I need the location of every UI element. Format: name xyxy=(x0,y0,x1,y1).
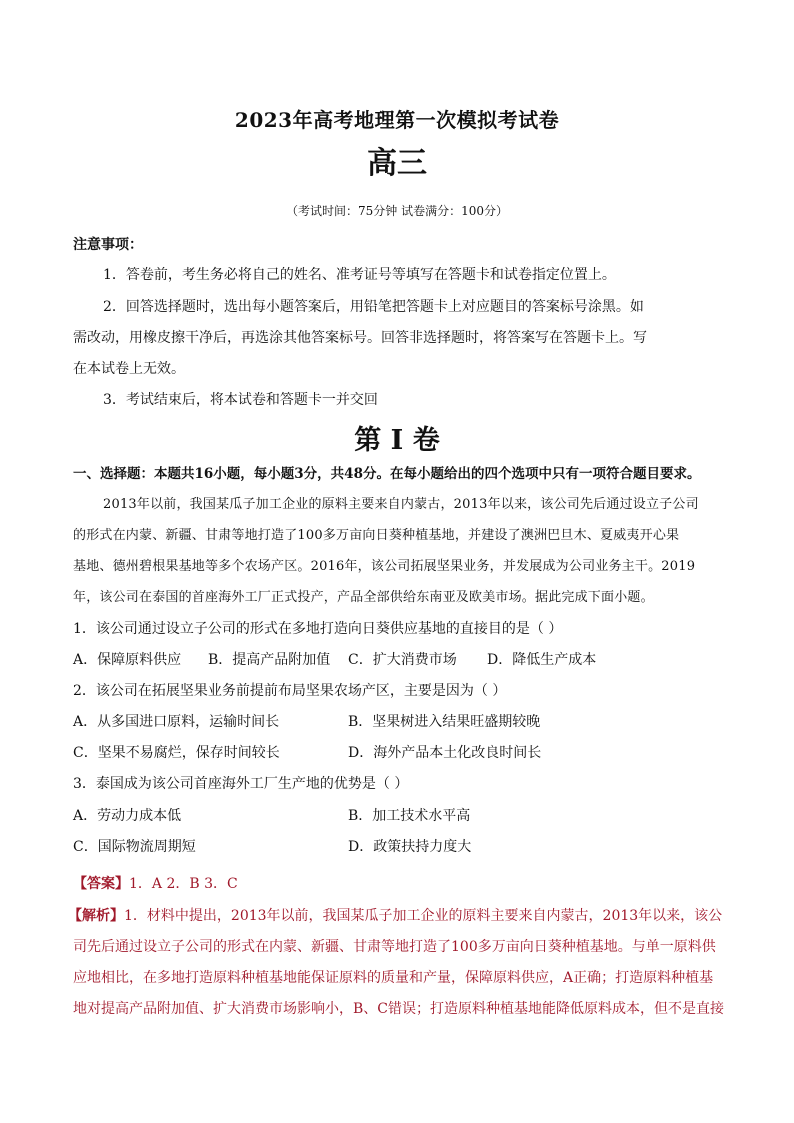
question-3-option-b: B．加工技术水平高 xyxy=(348,808,471,824)
passage-line-1: 2013年以前，我国某瓜子加工企业的原料主要来自内蒙古，2013年以来，该公司先后通过设立子公司 xyxy=(103,497,699,512)
question-2-option-c: C．坚果不易腐烂，保存时间较长 xyxy=(73,745,280,761)
question-2-stem: 2．该公司在拓展坚果业务前提前布局坚果农场产区，主要是因为（ ） xyxy=(73,683,507,699)
question-1-option-d: D．降低生产成本 xyxy=(487,652,597,668)
question-1-stem: 1．该公司通过设立子公司的形式在多地打造向日葵供应基地的直接目的是（ ） xyxy=(73,621,563,637)
exam-time-info: （考试时间：75分钟 试卷满分：100分） xyxy=(286,204,508,218)
question-3-option-c: C．国际物流周期短 xyxy=(73,839,196,855)
notes-item-3: 3．考试结束后，将本试卷和答题卡一并交回 xyxy=(103,392,378,408)
analysis-line-1 xyxy=(68,905,728,925)
answer-line xyxy=(73,873,733,893)
question-2-option-b: B．坚果树进入结果旺盛期较晚 xyxy=(348,714,541,730)
section-instruction: 一、选择题：本题共16小题，每小题3分，共48分。在每小题给出的四个选项中只有一项符合题目要求。 xyxy=(73,466,701,482)
section-title: 第 I 卷 xyxy=(354,425,440,456)
notes-item-2-line-3: 在本试卷上无效。 xyxy=(73,361,185,377)
question-3-option-a: A．劳动力成本低 xyxy=(73,808,182,824)
exam-title: 2023年高考地理第一次模拟考试卷 xyxy=(234,108,560,132)
analysis-line-4: 地对提高产品附加值、扩大消费市场影响小，B、C错误；打造原料种植基地能降低原料成本，但不是直接 xyxy=(73,1001,724,1017)
notes-item-2-line-1: 2．回答选择题时，选出每小题答案后，用铅笔把答题卡上对应题目的答案标号涂黑。如 xyxy=(103,299,644,315)
answer-text: 1．A 2．B 3．C xyxy=(129,876,238,892)
question-1-option-a: A．保障原料供应 xyxy=(73,652,182,668)
analysis-text-1: 1．材料中提出，2013年以前，我国某瓜子加工企业的原料主要来自内蒙古，2013年以来，该公 xyxy=(124,908,723,924)
answer-label: 【答案】 xyxy=(73,876,129,892)
notes-item-1: 1．答卷前，考生务必将自己的姓名、准考证号等填写在答题卡和试卷指定位置上。 xyxy=(103,267,616,283)
passage-line-3: 基地、德州碧根果基地等多个农场产区。2016年，该公司拓展坚果业务，并发展成为公司业务主干。2019 xyxy=(73,559,696,574)
analysis-line-3: 应地相比，在多地打造原料种植基地能保证原料的质量和产量，保障原料供应，A正确；打造原料种植基 xyxy=(73,970,714,986)
analysis-label: 【解析】 xyxy=(68,908,124,924)
question-1-option-b: B．提高产品附加值 xyxy=(208,652,331,668)
question-2-option-a: A．从多国进口原料，运输时间长 xyxy=(73,714,280,730)
notes-heading: 注意事项： xyxy=(73,237,143,253)
passage-line-2: 的形式在内蒙、新疆、甘肃等地打造了100多万亩向日葵种植基地，并建设了澳洲巴旦木、夏威夷开心果 xyxy=(73,528,680,543)
question-3-option-d: D．政策扶持力度大 xyxy=(348,839,472,855)
notes-item-2-line-2: 需改动，用橡皮擦干净后，再选涂其他答案标号。回答非选择题时，将答案写在答题卡上。写 xyxy=(73,330,647,346)
question-3-stem: 3．泰国成为该公司首座海外工厂生产地的优势是（ ） xyxy=(73,776,409,792)
question-2-option-d: D．海外产品本土化改良时间长 xyxy=(348,745,542,761)
passage-line-4: 年，该公司在泰国的首座海外工厂正式投产，产品全部供给东南亚及欧美市场。据此完成下面小题。 xyxy=(73,590,654,605)
exam-subtitle: 高三 xyxy=(367,146,427,181)
question-1-option-c: C．扩大消费市场 xyxy=(348,652,457,668)
analysis-line-2: 司先后通过设立子公司的形式在内蒙、新疆、甘肃等地打造了100多万亩向日葵种植基地。与单一原料供 xyxy=(73,939,716,955)
